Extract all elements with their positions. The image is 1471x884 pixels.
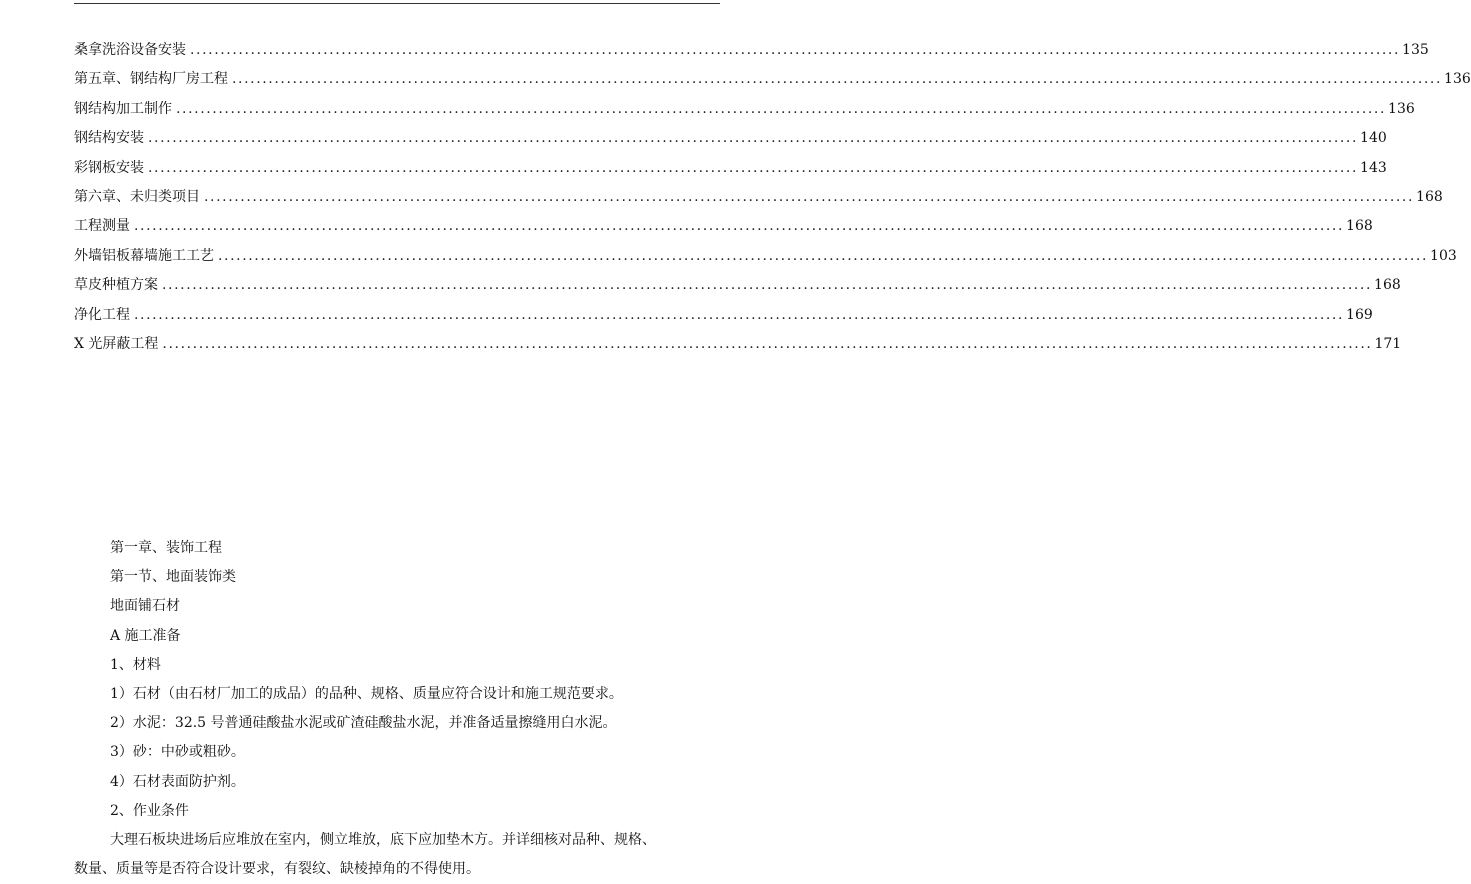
toc-leader-dots: ........................................................................................................................................................................................................ (162, 335, 1373, 352)
part-heading: A 施工准备 (110, 627, 181, 644)
toc-leader-dots: ........................................................................................................................................................................................................ (204, 188, 1415, 205)
toc-leader-dots: ........................................................................................................................................................................................................ (148, 159, 1359, 176)
toc-entry-page: 103 (1430, 247, 1457, 264)
toc-entry[interactable] (74, 36, 1429, 65)
toc-entry-title: 工程测量 (74, 218, 130, 235)
toc-entry-page: 171 (1374, 335, 1402, 352)
toc-entry[interactable] (74, 301, 1373, 330)
subsection-heading: 地面铺石材 (110, 598, 180, 615)
toc-entry-page: 169 (1346, 306, 1373, 323)
toc-entry[interactable] (74, 212, 1373, 241)
toc-entry[interactable] (74, 154, 1387, 183)
toc-leader-dots: ........................................................................................................................................................................................................ (162, 277, 1373, 294)
toc-entry-page: 168 (1346, 218, 1373, 235)
toc-entry[interactable] (74, 183, 1443, 212)
item-heading: 2、作业条件 (110, 802, 189, 819)
toc-entry-title: 第五章、钢结构厂房工程 (74, 71, 228, 88)
toc-entry-page: 143 (1360, 159, 1387, 176)
toc-leader-dots: ........................................................................................................................................................................................................ (134, 218, 1345, 235)
toc-entry-title: 桑拿洗浴设备安装 (74, 42, 186, 58)
chapter-heading: 第一章、装饰工程 (110, 540, 222, 556)
item-heading: 1、材料 (110, 656, 161, 673)
list-item: 1）石材（由石材厂加工的成品）的品种、规格、质量应符合设计和施工规范要求。 (110, 685, 623, 702)
toc-entry-page: 136 (1444, 71, 1471, 88)
header-rule (74, 3, 720, 4)
paragraph-line: 大理石板块进场后应堆放在室内，侧立堆放，底下应加垫木方。并详细核对品种、规格、 (110, 831, 656, 848)
toc-entry-title: 外墙铝板幕墙施工工艺 (74, 247, 214, 264)
toc-leader-dots: ........................................................................................................................................................................................................ (190, 42, 1401, 58)
toc-entry-title: 彩钢板安装 (74, 159, 144, 176)
toc-leader-dots: ........................................................................................................................................................................................................ (232, 71, 1443, 88)
section-heading: 第一节、地面装饰类 (110, 569, 236, 586)
paragraph-line: 数量、质量等是否符合设计要求，有裂纹、缺棱掉角的不得使用。 (74, 861, 480, 878)
toc-leader-dots: ........................................................................................................................................................................................................ (218, 247, 1429, 264)
toc-entry-title: 净化工程 (74, 306, 130, 323)
document-body (74, 534, 726, 884)
toc-entry-page: 168 (1374, 277, 1401, 294)
toc-entry-title: 草皮种植方案 (74, 277, 158, 294)
toc-leader-dots: ........................................................................................................................................................................................................ (134, 306, 1345, 323)
list-item: 2）水泥：32.5 号普通硅酸盐水泥或矿渣硅酸盐水泥，并准备适量擦缝用白水泥。 (110, 715, 617, 732)
toc-entry-page: 140 (1360, 130, 1387, 147)
toc-entry-title: X 光屏蔽工程 (74, 335, 159, 352)
toc-entry-page: 136 (1388, 100, 1415, 117)
toc-entry-title: 第六章、未归类项目 (74, 188, 200, 205)
list-item: 4）石材表面防护剂。 (110, 773, 245, 790)
toc-leader-dots: ........................................................................................................................................................................................................ (176, 100, 1387, 117)
toc-entry[interactable] (74, 124, 1387, 153)
toc-entry[interactable] (74, 330, 1402, 359)
paragraph (74, 826, 726, 884)
toc-leader-dots: ........................................................................................................................................................................................................ (148, 130, 1359, 147)
toc-entry-page: 135 (1402, 42, 1429, 58)
list-item: 3）砂：中砂或粗砂。 (110, 744, 245, 761)
toc-entry[interactable] (74, 271, 1401, 300)
toc-entry[interactable] (74, 242, 1457, 271)
toc-entry[interactable] (74, 65, 1471, 94)
toc-entry[interactable] (74, 95, 1415, 124)
table-of-contents (74, 36, 1471, 359)
toc-entry-page: 168 (1416, 188, 1443, 205)
toc-entry-title: 钢结构加工制作 (74, 100, 172, 117)
toc-entry-title: 钢结构安装 (74, 130, 144, 147)
